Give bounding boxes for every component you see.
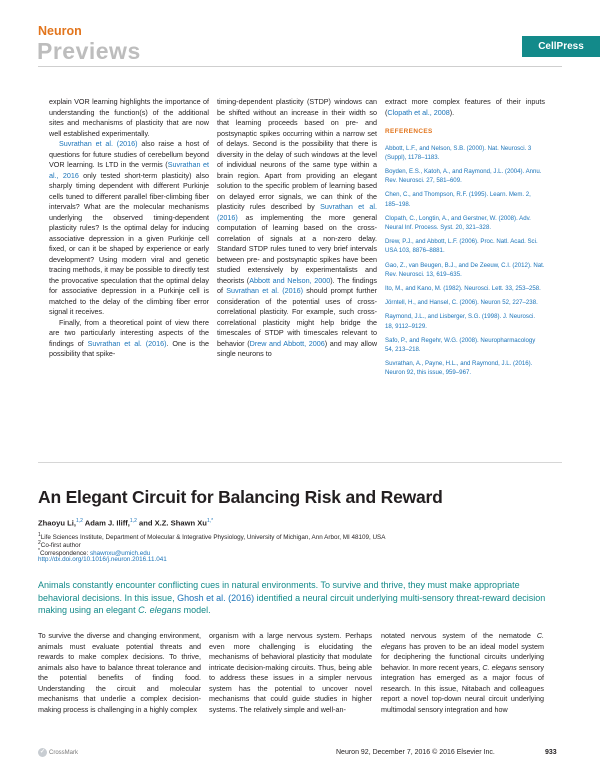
reference-item[interactable]: Abbott, L.F., and Nelson, S.B. (2000). Nat. Neurosci. 3 (Suppl), 1178–1183. bbox=[385, 144, 532, 161]
reference-item[interactable]: Chen, C., and Thompson, R.F. (1995). Learn. Mem. 2, 185–198. bbox=[385, 191, 531, 208]
top-column-3 bbox=[385, 97, 545, 383]
reference-item[interactable]: Boyden, E.S., Katoh, A., and Raymond, J.L. (2004). Annu. Rev. Neurosci. 27, 581–609. bbox=[385, 167, 542, 185]
reference-item[interactable]: Safo, P., and Regehr, W.G. (2008). Neuropharmacology 54, 213–218. bbox=[385, 336, 536, 353]
paragraph: Suvrathan et al. (2016) also raise a host of questions for future studies of cerebellum beyond VOR learning. Is LTD in the vermis (Suvrathan et al., 2016 only tested short-term plasticity) also sharply timing dependent with different Purkinje cells tuned to different parallel fiber-climbing fiber intervals? What are the molecular mechanisms underlying the observed timing-dependent plasticity rules? Is the optimal delay for inducing associative depression in a given Purkinje cell fixed, or can it be shaped by experience or early development? Using modern viral and genetic tracing methods, it may be possible to directly test the provocative speculation that the optimal delay for associative depression in a Purkinje cell is matched to the delay of the climbing fiber error signal it receives. bbox=[49, 139, 210, 316]
section-title: Previews bbox=[37, 38, 141, 64]
reference-item[interactable]: Ito, M., and Kano, M. (1982). Neurosci. Lett. 33, 253–258. bbox=[385, 284, 541, 292]
reference-item[interactable]: Jörntell, H., and Hansel, C. (2006). Neuron 52, 227–238. bbox=[385, 299, 538, 307]
citation-link[interactable]: Suvrathan et al., 2016 bbox=[49, 160, 210, 180]
body-column-2 bbox=[209, 631, 372, 715]
top-column-1 bbox=[49, 97, 209, 360]
citation-link[interactable]: Suvrathan et al. (2016) bbox=[59, 139, 138, 148]
references-list bbox=[385, 144, 545, 378]
crossmark-badge[interactable]: ✓ CrossMark bbox=[39, 749, 79, 756]
article-title: An Elegant Circuit for Balancing Risk and Reward bbox=[38, 487, 443, 507]
paragraph: notated nervous system of the nematode C. elegans has proven to be an ideal model system for deciphering the functional circuits underlying behavior. In more recent years, C. elegans sensory integration has emerged as a major focus of research. In this issue, Nitabach and colleagues report a novel top-down neural circuit underlying multimodal sensory integration and how bbox=[381, 631, 544, 714]
reference-item[interactable]: Suvrathan, A., Payne, H.L., and Raymond, J.L. (2016). Neuron 92, this issue, 959–967. bbox=[385, 360, 533, 377]
citation-link[interactable]: Clopath et al., 2008 bbox=[387, 107, 450, 117]
reference-item[interactable]: Clopath, C., Longtin, A., and Gerstner, W. (2008). Adv. Neural Inf. Process. Syst. 20, 321–328. bbox=[385, 214, 531, 231]
citation-link[interactable]: Suvrathan et al. (2016) bbox=[87, 338, 167, 348]
doi-link[interactable]: http://dx.doi.org/10.1016/j.neuron.2016.11.041 bbox=[38, 556, 167, 563]
crossmark-icon: ✓ bbox=[39, 749, 46, 755]
body-column-3 bbox=[381, 631, 544, 715]
author-name: X.Z. Shawn Xu bbox=[154, 518, 207, 528]
author-name: Adam J. Iliff, bbox=[84, 518, 130, 528]
paragraph: organism with a large nervous system. Perhaps even more challenging is elucidating the mechanisms of behavioral plasticity that modulate intricate decision-making circuits. Thus, being able to address these issues in a simpler nervous system has the potential to uncover novel mechanisms that could guide studies in higher systems. The relatively simple and well-an- bbox=[209, 631, 372, 714]
correspondence: *Correspondence: shawnxu@umich.edu bbox=[38, 548, 151, 558]
citation-link[interactable]: Ghosh et al. (2016) bbox=[177, 592, 255, 603]
publisher-logo: CellPress bbox=[522, 36, 600, 57]
references-heading: REFERENCES bbox=[385, 128, 433, 135]
affiliation: $^1$Life Sciences Institute, Department of Molecular & Integrative Physiology, University of Michigan, Ann Arbor, MI 48109, USA bbox=[38, 532, 386, 542]
paragraph: To survive the diverse and changing environment, animals must evaluate potential threats and rewards to make complex decisions. To thrive, animals also have to balance threat tolerance and the potential benefits of finding food. Understanding the circuit and molecular mechanisms that underlie a complex decision-making process is challenging in a highly complex bbox=[38, 631, 201, 714]
citation-link[interactable]: Drew and Abbott, 2006 bbox=[249, 338, 325, 348]
paragraph: timing-dependent plasticity (STDP) windows can be shifted without an increase in their width so that learning proceeds based on pre- and postsynaptic spikes occurring within a narrow set of delays. Second is the possibility that there is diversity in the delay of such windows at the level of individual neurons of the same type within a brain region. Apart from providing an elegant solution to the specific problem of learning based on delayed error signals, we can think of the plasticity rules described by Suvrathan et al. (2016) as implementing the more general computation of learning based on the cross-correlation of signals at a non-zero delay. Standard STDP rules tuned to very brief intervals between pre- and postsynaptic spikes have been studied extensively by experimentalists and theorists (Abbott and Nelson, 2000). The findings of Suvrathan et al. (2016) should prompt further consideration of the potential uses of cross-correlational plasticity. For example, such cross-correlational plasticity might help bridge the timescales of STDP with timescales relevant to behavior (Drew and Abbott, 2006) and may allow single neurons to bbox=[217, 97, 378, 358]
body-column-1 bbox=[38, 631, 201, 715]
paragraph: extract more complex features of their inputs (Clopath et al., 2008). bbox=[385, 97, 545, 117]
top-column-2 bbox=[217, 97, 377, 360]
citation-link[interactable]: Suvrathan et al. (2016) bbox=[226, 286, 303, 295]
email-link[interactable]: shawnxu@umich.edu bbox=[90, 550, 151, 558]
journal-name: Neuron bbox=[38, 24, 82, 38]
header-rule bbox=[38, 66, 562, 67]
author-list: Zhaoyu Li,$^{1,2}$ Adam J. Iliff,$^{1,2}$ and X.Z. Shawn $Xu^{1,*}$ bbox=[38, 518, 214, 528]
citation-link[interactable]: Suvrathan et al. (2016) bbox=[217, 202, 377, 222]
paragraph: Finally, from a theoretical point of view there are two particularly interesting aspects of the findings of Suvrathan et al. (2016). One is the possibility that spike- bbox=[49, 317, 209, 358]
abstract: Animals constantly encounter conflicting cues in natural environments. To survive and thrive, they must make appropriate behavioral decisions. In this issue, Ghosh et al. (2016) identified a neural circuit underlying multi-sensory threat-reward decision making using an elegant C. elegans model. bbox=[38, 580, 546, 615]
reference-item[interactable]: Drew, P.J., and Abbott, L.F. (2006). Proc. Natl. Acad. Sci. USA 103, 8876–8881. bbox=[385, 238, 538, 255]
footer-citation: Neuron 92, December 7, 2016 © 2016 Elsevier Inc. bbox=[336, 749, 495, 756]
page-number: 933 bbox=[545, 749, 557, 756]
reference-item[interactable]: Raymond, J.L., and Lisberger, S.G. (1998). J. Neurosci. 18, 9112–9129. bbox=[385, 313, 536, 330]
section-divider bbox=[38, 462, 562, 463]
reference-item[interactable]: Gao, Z., van Beugen, B.J., and De Zeeuw, C.I. (2012). Nat. Rev. Neurosci. 13, 619–635. bbox=[385, 261, 545, 278]
author-name: Zhaoyu Li, bbox=[38, 518, 76, 528]
citation-link[interactable]: Abbott and Nelson, 2000 bbox=[249, 275, 331, 285]
paragraph: explain VOR learning highlights the importance of understanding the function(s) of the additional sites and mechanisms of plasticity that are now well established experimentally. bbox=[49, 97, 209, 138]
co-first-note: $^2$Co-first author bbox=[38, 540, 81, 550]
